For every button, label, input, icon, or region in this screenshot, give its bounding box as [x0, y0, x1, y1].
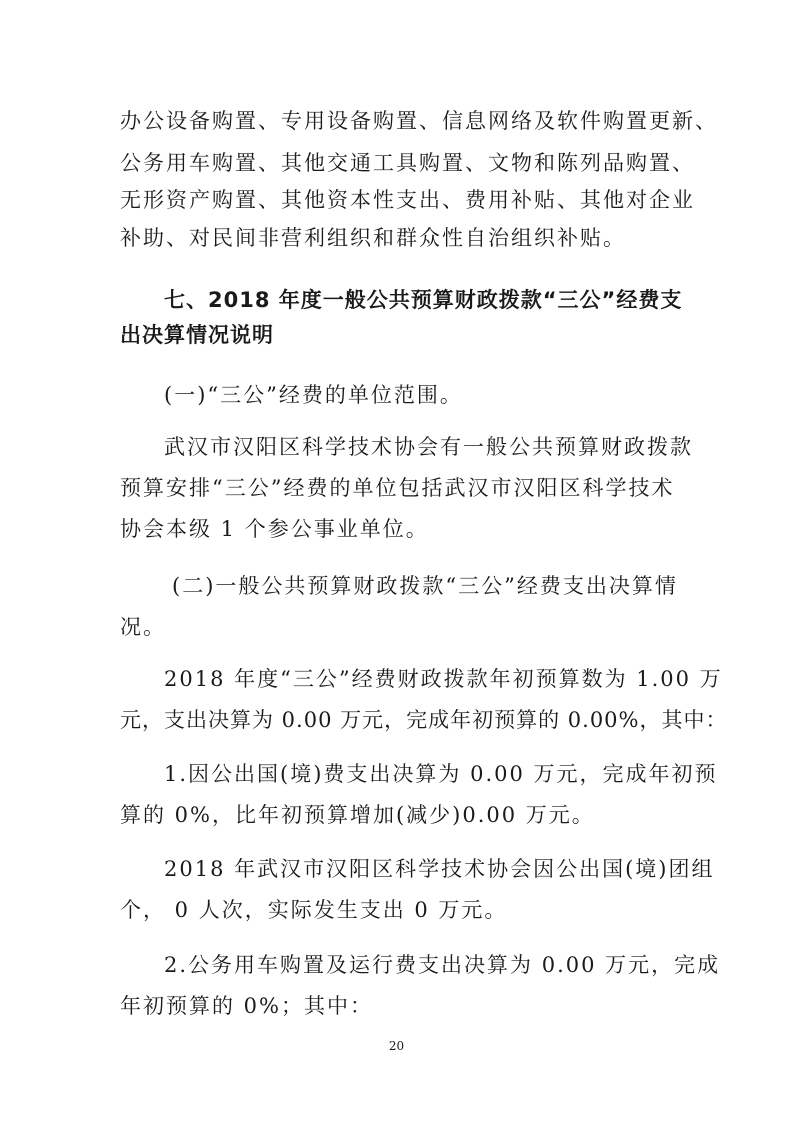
body-line: 公务用车购置、其他交通工具购置、文物和陈列品购置、 — [120, 151, 695, 175]
body-line: 预算安排“三公”经费的单位包括武汉市汉阳区科学技术 — [120, 476, 675, 500]
body-line: 无形资产购置、其他资本性支出、费用补贴、其他对企业 — [120, 188, 695, 212]
subheading-expenditure: 况。 — [120, 615, 166, 639]
body-line: 补助、对民间非营利组织和群众性自治组织补贴。 — [120, 226, 626, 250]
page-number: 20 — [388, 1039, 405, 1053]
body-line: 2.公务用车购置及运行费支出决算为 0.00 万元，完成 — [164, 953, 721, 977]
subheading-expenditure: (二)一般公共预算财政拨款“三公”经费支出决算情 — [172, 574, 678, 598]
body-line: 算的 0%，比年初预算增加(减少)0.00 万元。 — [120, 803, 595, 827]
body-line: 年初预算的 0%；其中： — [120, 994, 373, 1018]
section-heading: 出决算情况说明 — [120, 323, 274, 347]
body-line: 1.因公出国(境)费支出决算为 0.00 万元，完成年初预 — [164, 762, 718, 786]
subheading-scope: (一)“三公”经费的单位范围。 — [164, 383, 463, 407]
body-line: 办公设备购置、专用设备购置、信息网络及软件购置更新、 — [120, 109, 718, 133]
body-line: 个， 0 人次，实际发生支出 0 万元。 — [120, 898, 508, 922]
body-line: 协会本级 1 个参公事业单位。 — [120, 517, 429, 541]
section-heading: 七、2018 年度一般公共预算财政拨款“三公”经费支 — [164, 288, 683, 312]
body-line: 2018 年度“三公”经费财政拨款年初预算数为 1.00 万 — [164, 667, 723, 691]
body-line: 2018 年武汉市汉阳区科学技术协会因公出国(境)团组 — [164, 857, 715, 881]
body-line: 元，支出决算为 0.00 万元，完成年初预算的 0.00%，其中： — [120, 708, 728, 732]
body-line: 武汉市汉阳区科学技术协会有一般公共预算财政拨款 — [164, 435, 693, 459]
